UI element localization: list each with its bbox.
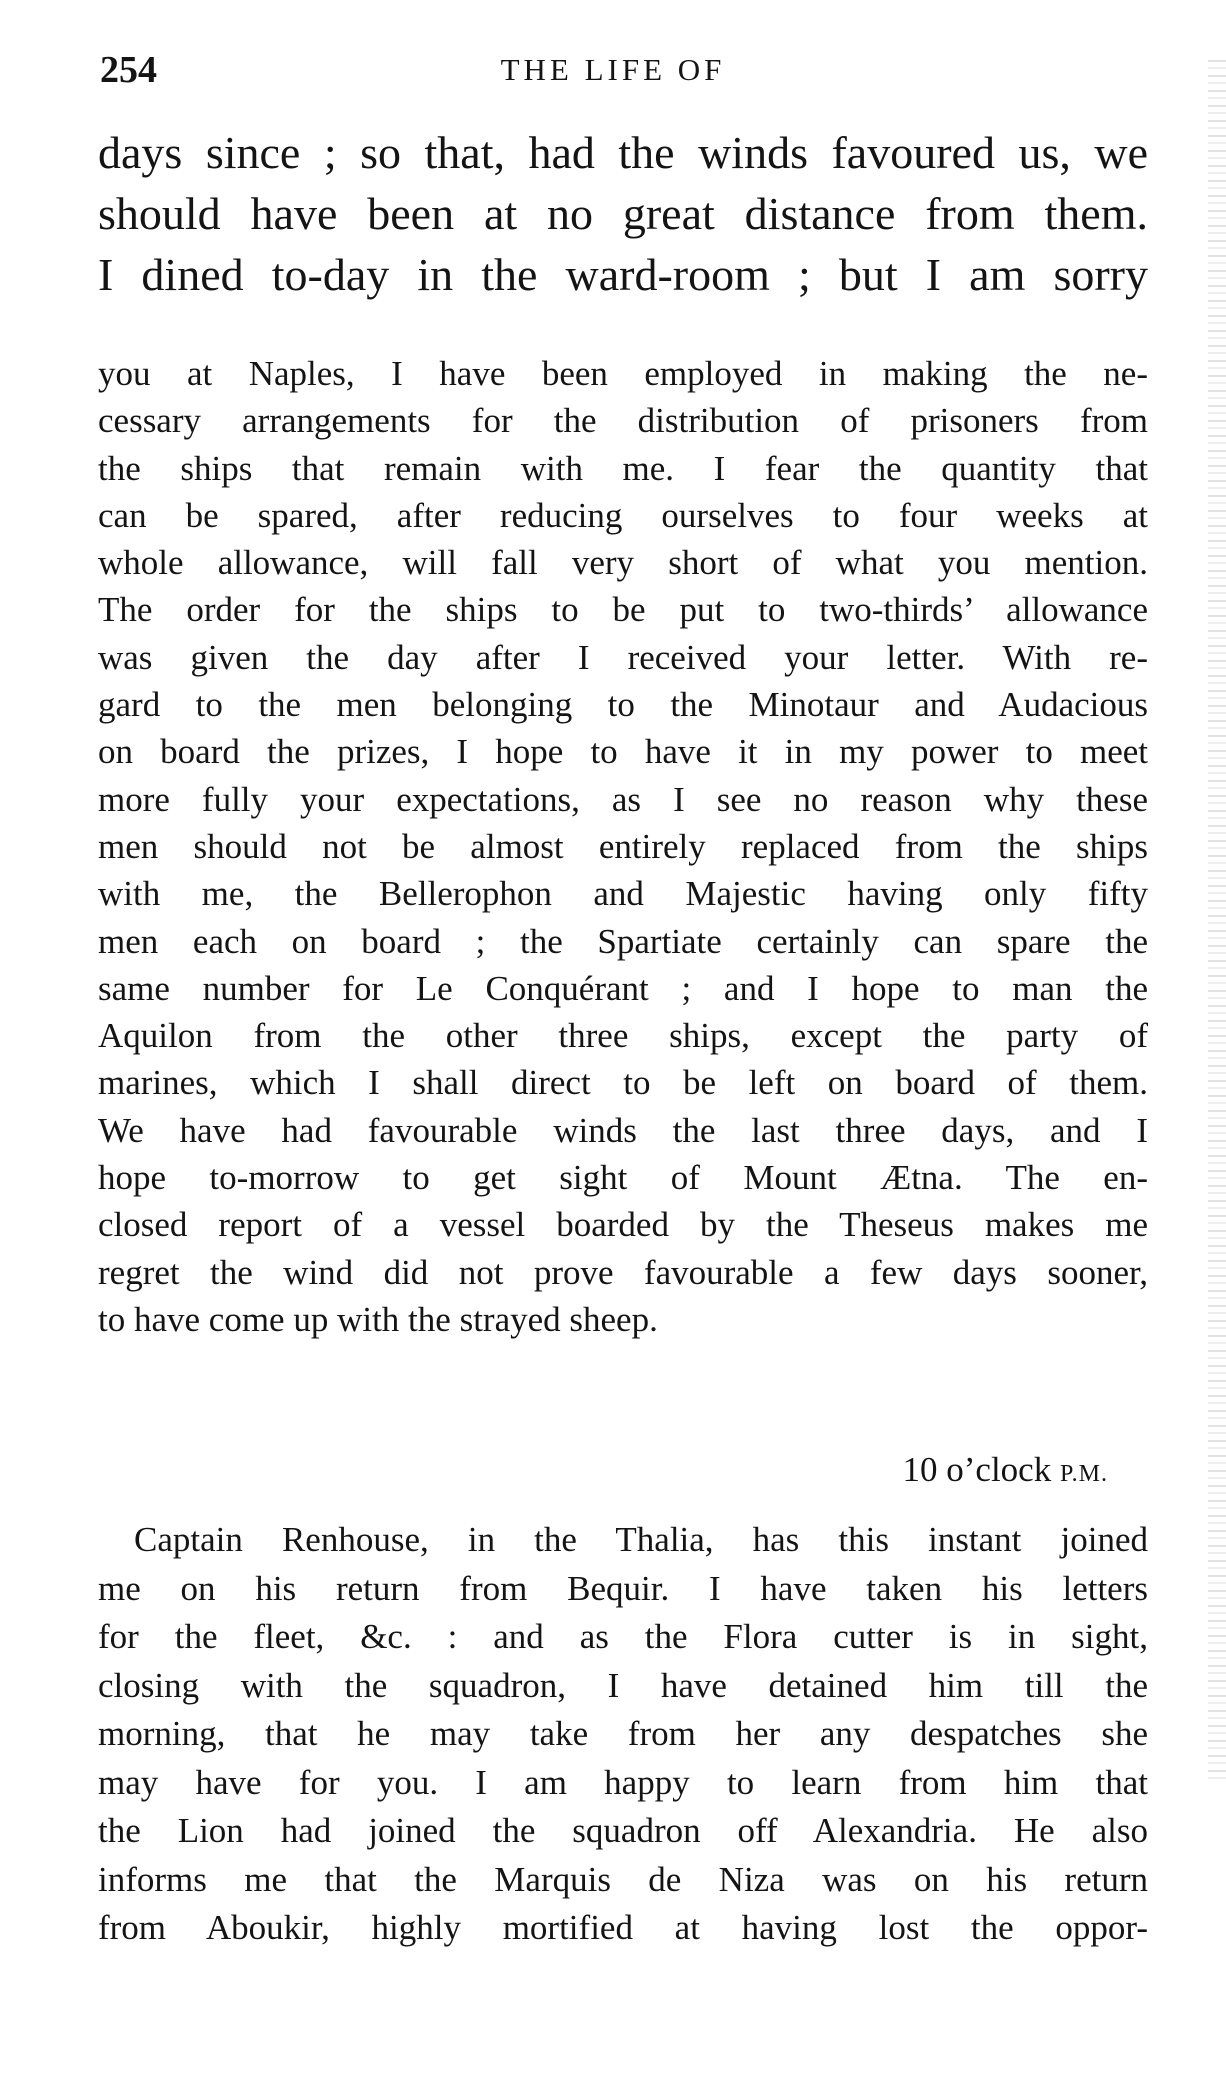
text-line: informs me that the Marquis de Niza was on his return [98,1859,1148,1899]
text-line: closed report of a vessel boarded by the Theseus makes me [98,1205,1148,1245]
text-line: same number for Le Conquérant ; and I hope to man the [98,968,1148,1008]
text-line: Aquilon from the other three ships, except the party of [98,1016,1148,1056]
text-line: with me, the Bellerophon and Majestic having only fifty [98,874,1148,914]
text-line: cessary arrangements for the distribution of prisoners from [98,401,1148,441]
page-number: 254 [100,49,157,91]
page-edge-shadow [1208,60,1226,1780]
text-line: I dined to-day in the ward-room ; but I am sorry [98,249,1148,300]
text-line: may have for you. I am happy to learn from him that [98,1762,1148,1802]
text-line: whole allowance, will fall very short of what you mention. [98,543,1148,583]
lower-text-block [98,1516,1148,1953]
text-line: more fully your expectations, as I see no reason why these [98,779,1148,819]
main-text-block [98,350,1148,1343]
text-line: from Aboukir, highly mortified at having lost the oppor- [98,1908,1148,1947]
text-line: gard to the men belonging to the Minotaur and Audacious [98,685,1148,725]
text-line: for the fleet, &c. : and as the Flora cutter is in sight, [98,1617,1148,1656]
text-line: can be spared, after reducing ourselves to four weeks at [98,495,1148,535]
time-suffix: P.M. [1059,1461,1108,1487]
text-line: The order for the ships to be put to two-thirds’ allowance [98,590,1148,630]
text-line: me on his return from Bequir. I have taken his letters [98,1568,1148,1608]
text-line: men each on board ; the Spartiate certainly can spare the [98,921,1148,961]
text-line: closing with the squadron, I have detained him till the [98,1665,1148,1705]
text-line: on board the prizes, I hope to have it in my power to meet [98,732,1148,772]
text-line: hope to-morrow to get sight of Mount Ætna. The en- [98,1158,1148,1198]
text-line: days since ; so that, had the winds favoured us, we [98,127,1148,178]
top-text-block [98,122,1148,305]
text-line: men should not be almost entirely replaced from the ships [98,826,1148,866]
text-line: should have been at no great distance from them. [98,188,1148,239]
time-label: 10 o’clock [902,1450,1052,1489]
text-line: you at Naples, I have been employed in making the ne- [98,354,1148,393]
text-line: the Lion had joined the squadron off Alexandria. He also [98,1811,1148,1850]
text-line: Captain Renhouse, in the Thalia, has this instant joined [134,1520,1148,1559]
text-line: We have had favourable winds the last three days, and I [98,1110,1148,1150]
running-head: THE LIFE OF [500,52,726,87]
text-line: morning, that he may take from her any despatches she [98,1714,1148,1753]
text-line: regret the wind did not prove favourable a few days sooner, [98,1252,1148,1292]
text-line: marines, which I shall direct to be left on board of them. [98,1063,1148,1103]
postscript-time [903,1446,1108,1498]
text-line: to have come up with the strayed sheep. [98,1299,658,1339]
text-line: the ships that remain with me. I fear the quantity that [98,448,1148,488]
text-line: was given the day after I received your letter. With re- [98,637,1148,677]
